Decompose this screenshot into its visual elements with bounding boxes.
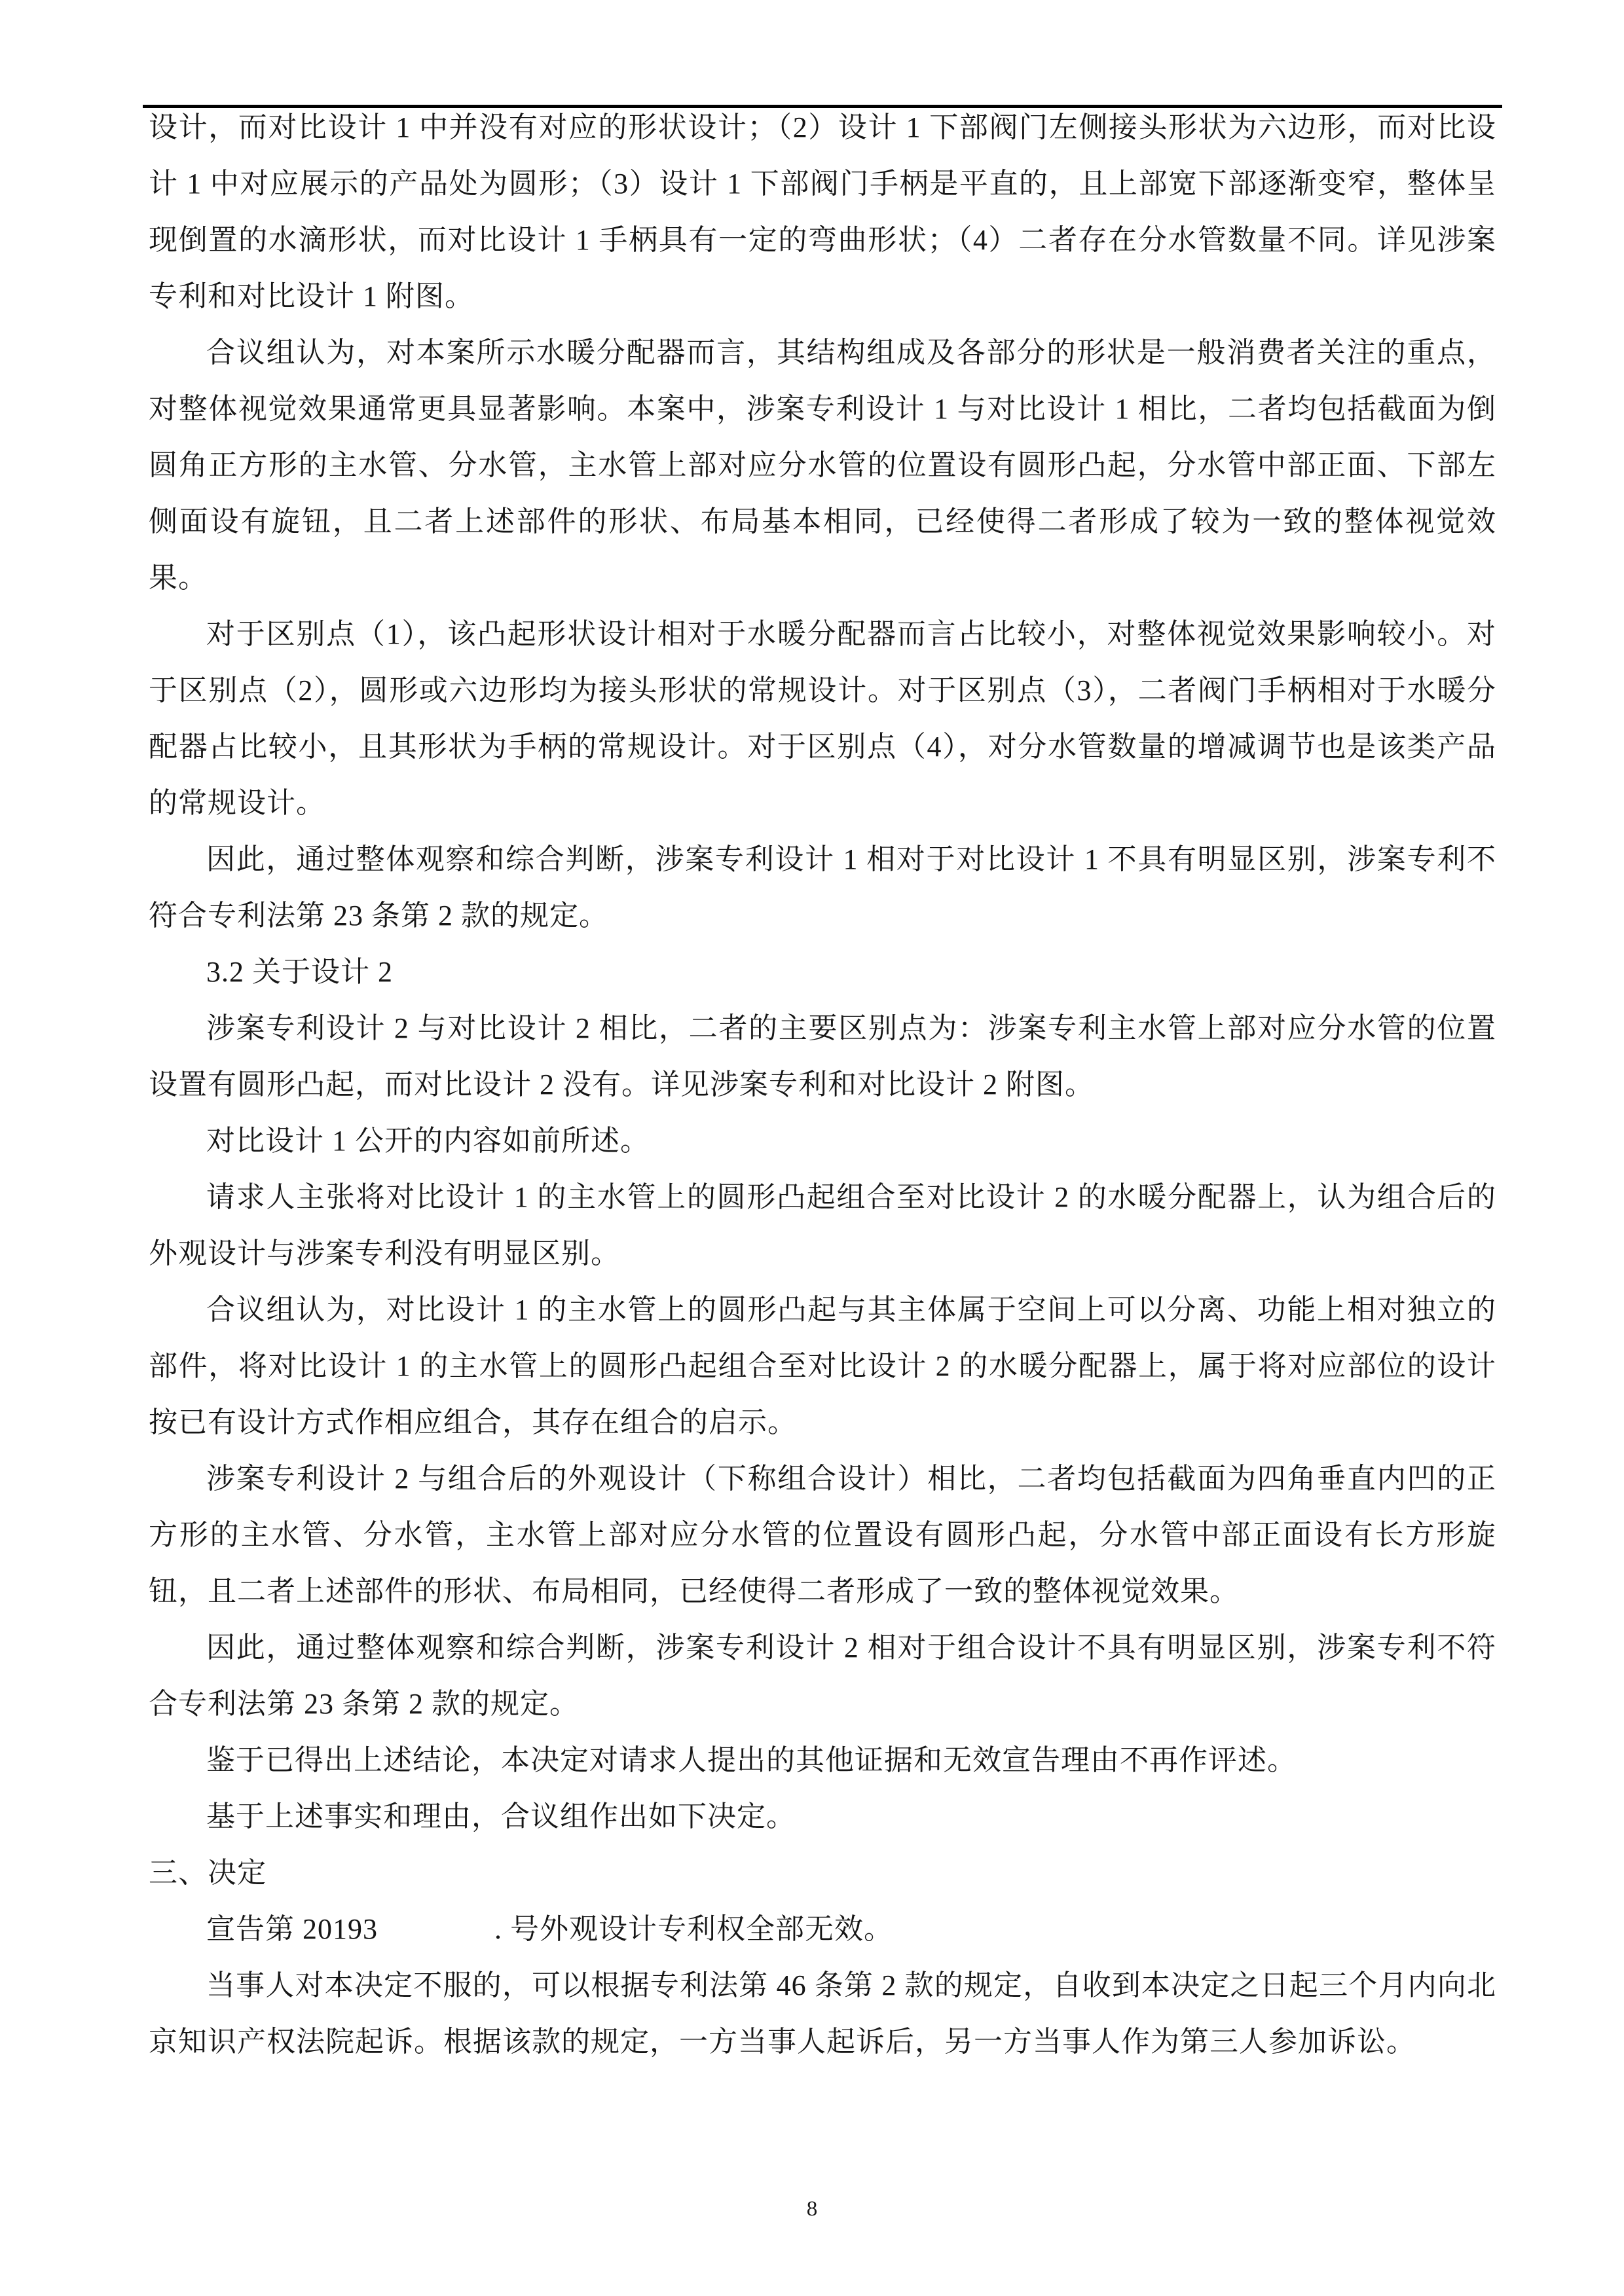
paragraph: 鉴于已得出上述结论，本决定对请求人提出的其他证据和无效宣告理由不再作评述。 (206, 1744, 1297, 1776)
paragraph: 请求人主张将对比设计 1 的主水管上的圆形凸起组合至对比设计 2 的水暖分配器上，认为组合后的外观设计与涉案专利没有明显区别。 (149, 1181, 1496, 1269)
paragraph: 基于上述事实和理由，合议组作出如下决定。 (206, 1800, 796, 1832)
paragraph: 合议组认为，对本案所示水暖分配器而言，其结构组成及各部分的形状是一般消费者关注的重点，对整体视觉效果通常更具显著影响。本案中，涉案专利设计 1 与对比设计 1 相比，二者均包括截面为倒圆角正方形的主水管、分水管，主水管上部对应分水管的位置设有圆形凸起，分水管中部正面、下部左侧面设有旋钮，且二者上述部件的形状、布局基本相同，已经使得二者形成了较为一致的整体视觉效果。 (149, 337, 1496, 594)
paragraph: 涉案专利设计 2 与对比设计 2 相比，二者的主要区别点为：涉案专利主水管上部对应分水管的位置设置有圆形凸起，而对比设计 2 没有。详见涉案专利和对比设计 2 附图。 (149, 1012, 1496, 1101)
paragraph: 设计，而对比设计 1 中并没有对应的形状设计；（2）设计 1 下部阀门左侧接头形状为六边形，而对比设计 1 中对应展示的产品处为圆形；（3）设计 1 下部阀门手柄是平直的，且上部宽下部逐渐变窄，整体呈现倒置的水滴形状，而对比设计 1 手柄具有一定的弯曲形状；（4）二者存在分水管数量不同。详见涉案专利和对比设计 1 附图。 (149, 111, 1496, 312)
decision-number-prefix: 宣告第 20193 (206, 1913, 378, 1945)
paragraph: 三、决定 (149, 1857, 267, 1889)
text-block (149, 100, 1496, 2070)
paragraph: 对比设计 1 公开的内容如前所述。 (206, 1125, 650, 1157)
paragraph: 对于区别点（1），该凸起形状设计相对于水暖分配器而言占比较小，对整体视觉效果影响较小。对于区别点（2），圆形或六边形均为接头形状的常规设计。对于区别点（3），二者阀门手柄相对于水暖分配器占比较小，且其形状为手柄的常规设计。对于区别点（4），对分水管数量的增减调节也是该类产品的常规设计。 (149, 618, 1496, 819)
page-number: 8 (806, 2197, 818, 2221)
paragraph: 3.2 关于设计 2 (206, 956, 393, 988)
paragraph: 因此，通过整体观察和综合判断，涉案专利设计 1 相对于对比设计 1 不具有明显区别，涉案专利不符合专利法第 23 条第 2 款的规定。 (149, 843, 1496, 932)
decision-suffix: . 号外观设计专利权全部无效。 (494, 1913, 893, 1945)
paragraph (149, 1901, 1496, 1958)
paragraph: 当事人对本决定不服的，可以根据专利法第 46 条第 2 款的规定，自收到本决定之日起三个月内向北京知识产权法院起诉。根据该款的规定，一方当事人起诉后，另一方当事人作为第三人参加诉讼。 (149, 1969, 1496, 2058)
paragraph: 因此，通过整体观察和综合判断，涉案专利设计 2 相对于组合设计不具有明显区别，涉案专利不符合专利法第 23 条第 2 款的规定。 (149, 1631, 1496, 1720)
paragraph: 合议组认为，对比设计 1 的主水管上的圆形凸起与其主体属于空间上可以分离、功能上相对独立的部件，将对比设计 1 的主水管上的圆形凸起组合至对比设计 2 的水暖分配器上，属于将对应部位的设计按已有设计方式作相应组合，其存在组合的启示。 (149, 1294, 1496, 1438)
redacted-patent-number (378, 1938, 494, 1939)
paragraph: 涉案专利设计 2 与组合后的外观设计（下称组合设计）相比，二者均包括截面为四角垂直内凹的正方形的主水管、分水管，主水管上部对应分水管的位置设有圆形凸起，分水管中部正面设有长方形旋钮，且二者上述部件的形状、布局相同，已经使得二者形成了一致的整体视觉效果。 (149, 1463, 1496, 1607)
